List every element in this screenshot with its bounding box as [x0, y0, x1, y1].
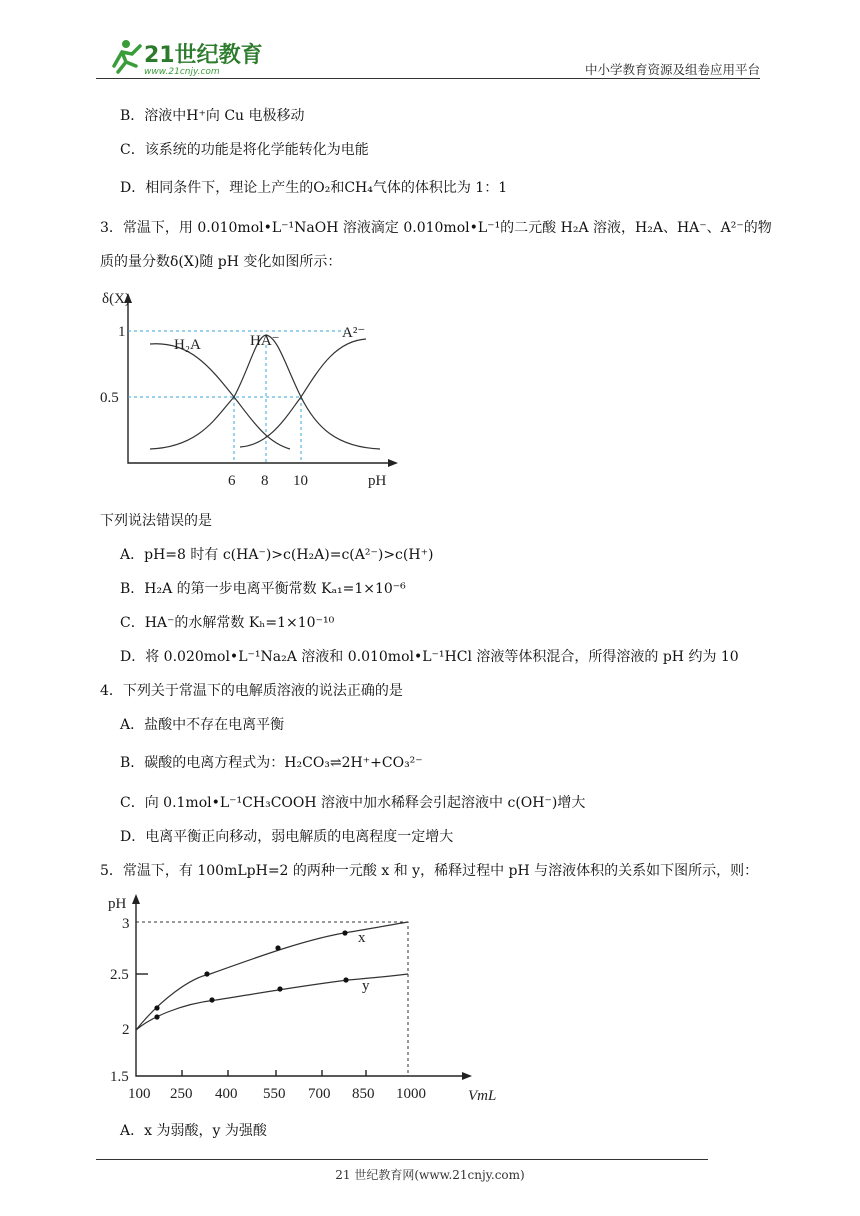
- y-point: [209, 997, 214, 1002]
- x-tick-100: 100: [128, 1086, 151, 1102]
- y-point: [343, 977, 348, 982]
- y-tick-05: 0.5: [100, 390, 119, 406]
- x-point: [154, 1005, 159, 1010]
- guide-3: [136, 922, 408, 1076]
- y-tick-2: 2: [122, 1022, 130, 1038]
- x-tick-550: 550: [263, 1086, 286, 1102]
- label-h2a: H₂A: [174, 337, 201, 353]
- x-tick-250: 250: [170, 1086, 193, 1102]
- logo-text: 21世纪教育: [144, 43, 263, 68]
- q3-option-b: B．H₂A 的第一步电离平衡常数 Kₐ₁=1×10⁻⁶: [120, 581, 406, 597]
- y-tick-1: 1: [118, 324, 126, 340]
- x-tick-400: 400: [215, 1086, 238, 1102]
- q3-stem-line1: 3．常温下，用 0.010mol•L⁻¹NaOH 溶液滴定 0.010mol•L⁻¹的二元酸 H₂A 溶液，H₂A、HA⁻、A²⁻的物: [100, 220, 772, 236]
- x-arrow: [462, 1072, 472, 1080]
- q3-distribution-chart: [100, 287, 400, 497]
- y-axis-label: pH: [108, 896, 127, 912]
- q4-option-a: A．盐酸中不存在电离平衡: [120, 717, 285, 733]
- header-divider: [96, 78, 760, 79]
- x-tick-10: 10: [293, 473, 308, 489]
- x-point: [275, 945, 280, 950]
- label-x: x: [358, 930, 366, 946]
- y-point: [277, 986, 282, 991]
- x-tick-850: 850: [352, 1086, 375, 1102]
- label-y: y: [362, 978, 370, 994]
- q3-option-c: C．HA⁻的水解常数 Kₕ=1×10⁻¹⁰: [120, 615, 335, 631]
- runner-icon: [114, 40, 140, 72]
- x-tick-6: 6: [228, 473, 236, 489]
- q3-prompt: 下列说法错误的是: [100, 513, 212, 529]
- q4-option-c: C．向 0.1mol•L⁻¹CH₃COOH 溶液中加水稀释会引起溶液中 c(OH⁻)增大: [120, 795, 586, 811]
- x-point: [342, 930, 347, 935]
- x-tick-700: 700: [308, 1086, 331, 1102]
- x-arrow: [388, 459, 398, 467]
- axes: [128, 299, 396, 463]
- y-point: [154, 1014, 159, 1019]
- q2-option-b: B．溶液中H⁺向 Cu 电极移动: [120, 108, 305, 124]
- x-point: [204, 971, 209, 976]
- header-platform-text: 中小学教育资源及组卷应用平台: [584, 62, 760, 77]
- footer-text: 21 世纪教育网(www.21cnjy.com): [335, 1168, 525, 1182]
- x-axis-label: pH: [368, 473, 387, 489]
- q3-option-d: D．将 0.020mol•L⁻¹Na₂A 溶液和 0.010mol•L⁻¹HCl 溶液等体积混合，所得溶液的 pH 约为 10: [120, 649, 739, 665]
- q4-option-d: D．电离平衡正向移动，弱电解质的电离程度一定增大: [120, 829, 454, 845]
- label-a2: A²⁻: [342, 325, 366, 341]
- y-tick-15: 1.5: [110, 1069, 129, 1085]
- series-x: [136, 922, 408, 1030]
- q4-option-b: B．碳酸的电离方程式为：H₂CO₃⇌2H⁺+CO₃²⁻: [120, 755, 423, 771]
- y-tick-3: 3: [122, 916, 130, 932]
- series-a2: [240, 339, 366, 447]
- site-logo: [96, 36, 266, 78]
- y-tick-25: 2.5: [110, 967, 129, 983]
- q4-stem: 4．下列关于常温下的电解质溶液的说法正确的是: [100, 683, 403, 699]
- x-tick-8: 8: [261, 473, 269, 489]
- x-ticks: [182, 1070, 366, 1076]
- x-tick-1000: 1000: [396, 1086, 426, 1102]
- q3-option-a: A．pH=8 时有 c(HA⁻)>c(H₂A)=c(A²⁻)>c(H⁺): [120, 547, 434, 563]
- label-ha: HA⁻: [250, 333, 280, 349]
- x-axis-label: VmL: [468, 1088, 497, 1104]
- axes: [136, 900, 470, 1076]
- q5-dilution-chart: [100, 890, 520, 1110]
- y-axis-label: δ(X): [102, 291, 130, 307]
- series-h2a: [150, 344, 290, 449]
- logo-url: www.21cnjy.com: [144, 67, 220, 77]
- q2-option-d: D．相同条件下，理论上产生的O₂和CH₄气体的体积比为 1：1: [120, 180, 508, 196]
- q5-stem: 5．常温下，有 100mLpH=2 的两种一元酸 x 和 y，稀释过程中 pH 与溶液体积的关系如下图所示，则：: [100, 863, 759, 879]
- footer-divider: [96, 1159, 708, 1160]
- q3-stem-line2: 质的量分数δ(X)随 pH 变化如图所示：: [100, 254, 342, 270]
- y-arrow: [132, 894, 140, 904]
- q2-option-c: C．该系统的功能是将化学能转化为电能: [120, 142, 369, 158]
- q5-option-a: A．x 为弱酸，y 为强酸: [120, 1123, 267, 1139]
